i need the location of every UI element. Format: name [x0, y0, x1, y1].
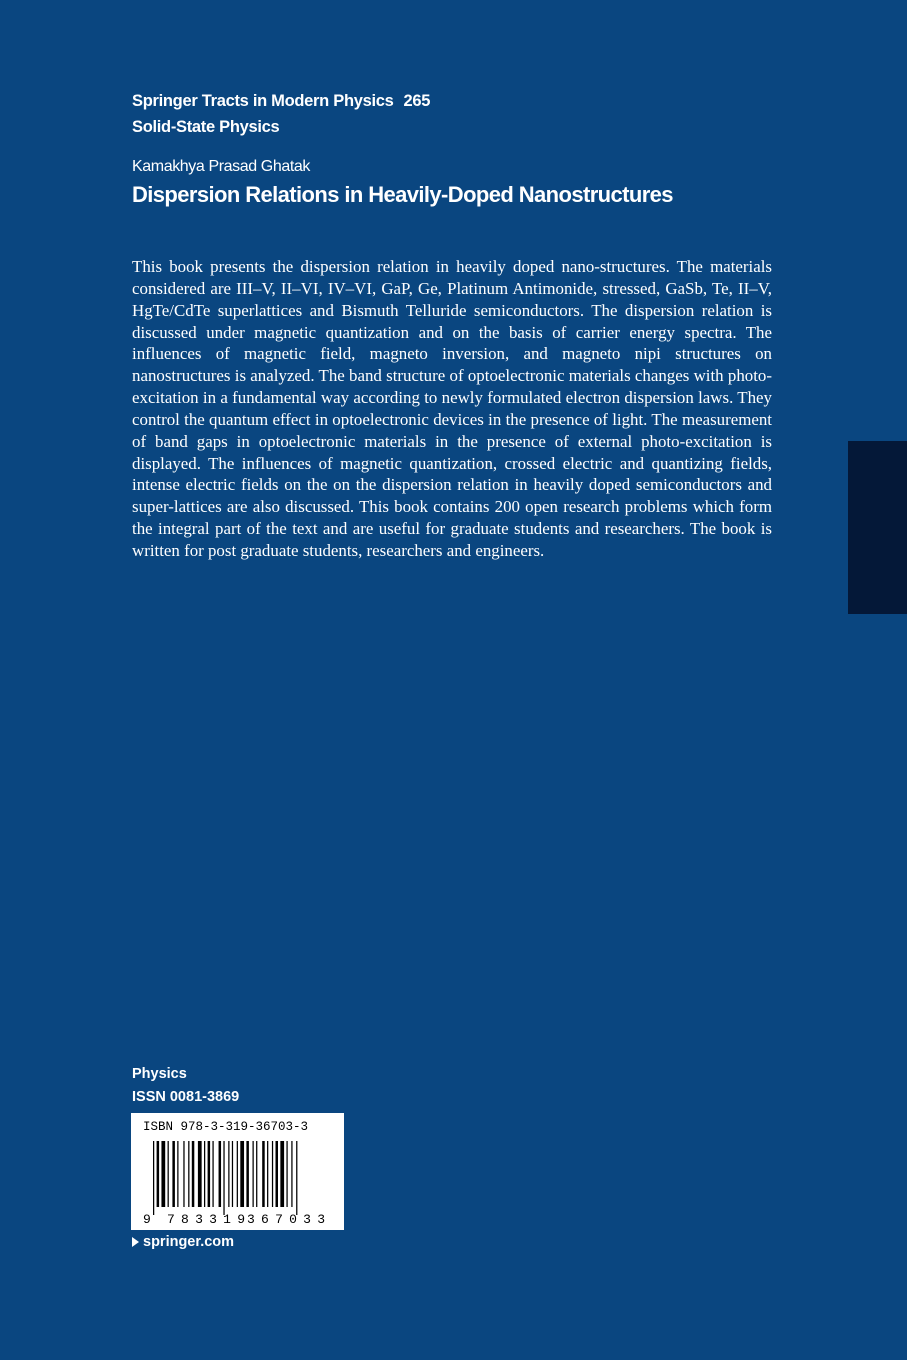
- website-url: springer.com: [143, 1234, 235, 1250]
- barcode-bars: [131, 1113, 344, 1230]
- barcode-bar: [286, 1141, 287, 1207]
- barcode-bar: [291, 1141, 292, 1207]
- barcode-bar: [198, 1141, 202, 1207]
- barcode-bar: [223, 1141, 224, 1215]
- barcode-digits-right: 367033: [247, 1212, 325, 1227]
- barcode-bar: [192, 1141, 195, 1207]
- barcode-bar: [240, 1141, 244, 1207]
- issn-label: ISSN 0081-3869: [132, 1089, 240, 1105]
- isbn-number: ISBN 978-3-319-36703-3: [143, 1120, 309, 1134]
- subject-label: Physics: [132, 1066, 187, 1082]
- barcode-bar: [188, 1141, 189, 1207]
- isbn-barcode: [131, 1113, 344, 1230]
- barcode-bar: [219, 1141, 222, 1207]
- series-volume-number: 265: [403, 92, 431, 110]
- barcode-bar: [161, 1141, 165, 1207]
- barcode-bar: [276, 1141, 279, 1207]
- barcode-bar: [212, 1141, 213, 1207]
- barcode-bar: [237, 1141, 238, 1207]
- book-title: Dispersion Relations in Heavily-Doped Nanostructures: [132, 182, 673, 207]
- barcode-bar: [177, 1141, 178, 1207]
- barcode-bar: [168, 1141, 169, 1207]
- series-name: Springer Tracts in Modern Physics: [132, 92, 394, 110]
- springer-website-link[interactable]: [132, 1234, 234, 1250]
- barcode-bar: [246, 1141, 249, 1207]
- arrow-right-icon: [132, 1237, 139, 1247]
- book-description: This book presents the dispersion relation in heavily doped nano-structures. The materials considered are III–V, II–VI, IV–VI, GaP, Ge, Platinum Antimonide, stressed, GaSb, Te, II–V, HgTe/CdTe superlattices and Bismuth Telluride semiconductors. The dispersion relation is discussed under magnetic quantization and on the basis of carrier energy spectra. The influences of magnetic field, magneto inversion, and magneto nipi structures on nanostructures is analyzed. The band structure of optoelectronic materials changes with photo-excitation in a fundamental way according to newly formulated electron dispersion laws. They control the quantum effect in optoelectronic devices in the presence of light. The measurement of band gaps in optoelectronic materials in the presence of external photo-excitation is displayed. The influences of magnetic quantization, crossed electric and quantizing fields, intense electric fields on the on the dispersion relation in heavily doped semiconductors and super-lattices are also discussed. This book contains 200 open research problems which form the integral part of the text and are useful for graduate students and researchers. The book is written for post graduate students, researchers and engineers.: [132, 257, 772, 560]
- barcode-bar: [272, 1141, 273, 1207]
- barcode-digits-left: 783319: [167, 1212, 245, 1227]
- barcode-bar: [172, 1141, 175, 1207]
- barcode-bar: [228, 1141, 229, 1207]
- barcode-bar: [183, 1141, 184, 1207]
- barcode-bar: [157, 1141, 160, 1207]
- barcode-bar: [256, 1141, 257, 1207]
- barcode-bar: [267, 1141, 268, 1207]
- subseries-title: Solid-State Physics: [132, 118, 280, 136]
- barcode-bar: [262, 1141, 265, 1207]
- barcode-bar: [204, 1141, 205, 1207]
- author-name: Kamakhya Prasad Ghatak: [132, 158, 310, 175]
- barcode-bar: [296, 1141, 297, 1215]
- series-title: [132, 92, 430, 111]
- barcode-bar: [253, 1141, 254, 1207]
- barcode-bar: [153, 1141, 154, 1215]
- barcode-digit-lead: 9: [143, 1212, 151, 1227]
- barcode-bar: [208, 1141, 211, 1207]
- side-color-tab: [848, 441, 907, 614]
- barcode-bar: [280, 1141, 284, 1207]
- barcode-bar: [232, 1141, 233, 1207]
